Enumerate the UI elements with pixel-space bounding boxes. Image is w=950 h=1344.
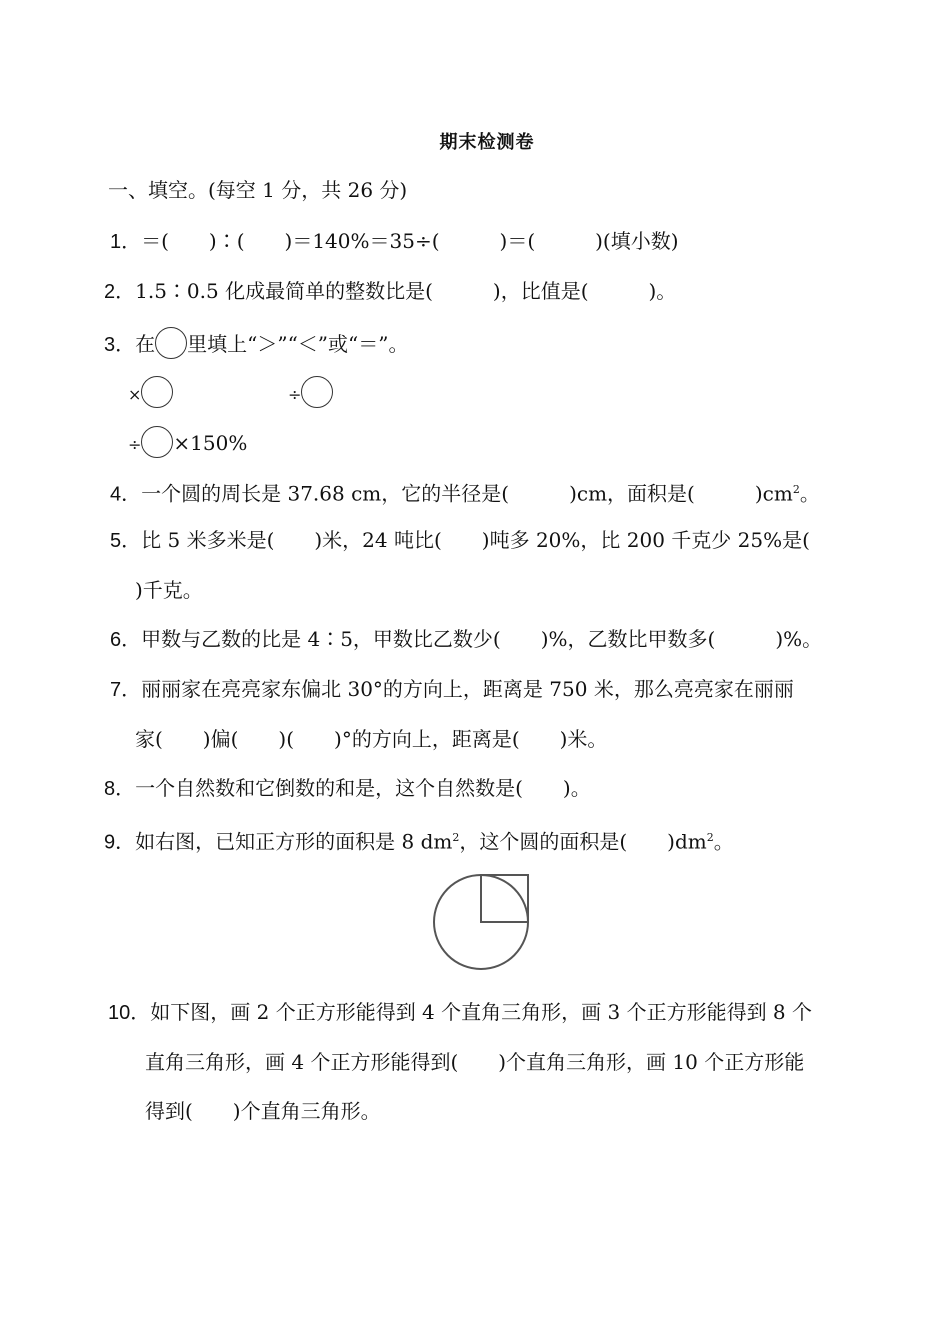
question-text: 一个自然数和它倒数的和是，这个自然数是( )。 xyxy=(135,776,591,800)
question-text: 比 5 米多米是( )米，24 吨比( )吨多 20%，比 200 千克少 25%是( xyxy=(141,528,810,552)
question-end: 。 xyxy=(799,481,820,506)
question-6 xyxy=(110,626,822,653)
compare-circle-icon xyxy=(155,327,187,359)
question-1 xyxy=(110,228,679,255)
compare-circle-icon[interactable] xyxy=(301,376,333,408)
question-text: 里填上“＞”“＜”或“＝”。 xyxy=(187,332,409,356)
question-number: 3． xyxy=(104,334,136,356)
compare-circle-icon[interactable] xyxy=(141,376,173,408)
question-number: 9． xyxy=(104,831,136,854)
question-10-cont: 直角三角形，画 4 个正方形能得到( )个直角三角形，画 10 个正方形能 xyxy=(145,1050,805,1074)
question-number: 1． xyxy=(110,231,142,253)
question-5 xyxy=(110,527,810,554)
page-title: 期末检测卷 xyxy=(439,132,535,153)
question-10 xyxy=(108,999,812,1026)
expression-text: ×150% xyxy=(173,431,248,455)
question-text: 在 xyxy=(135,332,156,356)
question-4 xyxy=(110,477,820,508)
divide-sign: ÷ xyxy=(288,385,302,404)
question-8 xyxy=(104,775,591,802)
question-end: 。 xyxy=(713,829,734,854)
question-3 xyxy=(104,327,408,359)
question-text: 如右图，已知正方形的面积是 8 dm xyxy=(135,829,453,854)
question-10-cont: 得到( )个直角三角形。 xyxy=(145,1099,381,1123)
question-number: 6． xyxy=(110,629,142,651)
question-number: 8． xyxy=(104,778,136,800)
question-number: 4． xyxy=(110,483,142,506)
divide-sign: ÷ xyxy=(128,435,142,454)
question-2 xyxy=(104,278,676,305)
superscript: 2 xyxy=(792,483,800,496)
q3-row-2 xyxy=(128,426,247,458)
question-9 xyxy=(104,825,734,856)
question-7 xyxy=(110,676,794,703)
question-text: 如下图，画 2 个正方形能得到 4 个直角三角形，画 3 个正方形能得到 8 个 xyxy=(150,1000,813,1024)
superscript: 2 xyxy=(452,831,460,844)
question-text: 1.5∶0.5 化成最简单的整数比是( )，比值是( )。 xyxy=(135,279,677,303)
q3-row-1b xyxy=(288,376,333,408)
times-sign: × xyxy=(128,385,142,404)
question-text: 甲数与乙数的比是 4∶5，甲数比乙数少( )%，乙数比甲数多( )%。 xyxy=(141,627,823,651)
section-heading: 一、填空。(每空 1 分，共 26 分) xyxy=(108,178,408,202)
superscript: 2 xyxy=(706,831,714,844)
compare-circle-icon[interactable] xyxy=(141,426,173,458)
question-text: ＝( )∶( )＝140%＝35÷( )＝( )(填小数) xyxy=(141,229,679,253)
question-text: 丽丽家在亮亮家东偏北 30°的方向上，距离是 750 米，那么亮亮家在丽丽 xyxy=(141,677,794,701)
question-number: 2． xyxy=(104,281,136,303)
question-number: 7． xyxy=(110,679,142,701)
question-7-cont: 家( )偏( )( )°的方向上，距离是( )米。 xyxy=(135,727,608,751)
question-number: 5． xyxy=(110,530,142,552)
circle-square-figure xyxy=(428,868,534,974)
question-5-cont: )千克。 xyxy=(135,578,203,602)
question-number: 10． xyxy=(108,1002,151,1024)
question-text: ，这个圆的面积是( )dm xyxy=(459,829,707,854)
question-text: 一个圆的周长是 37.68 cm，它的半径是( )cm，面积是( )cm xyxy=(141,481,793,506)
q3-row-1 xyxy=(128,376,173,408)
